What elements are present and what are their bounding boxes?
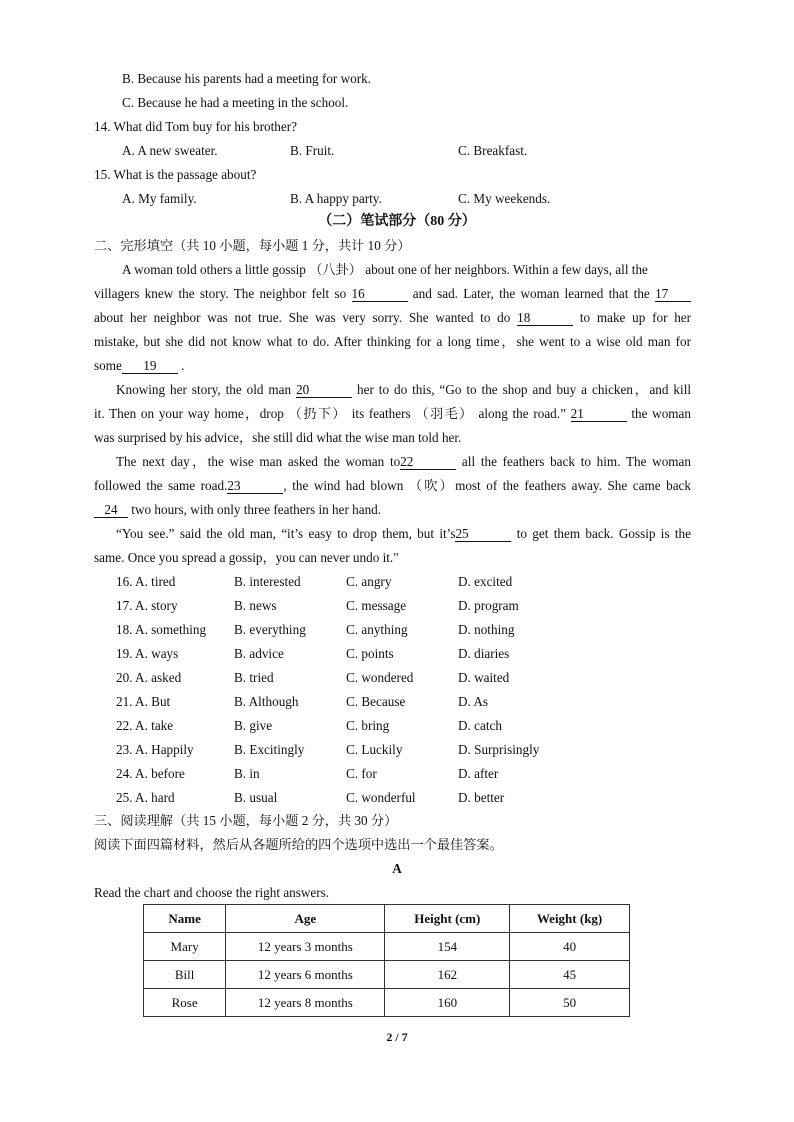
blank-16: 16 — [352, 286, 408, 302]
cloze-option-a: 25. A. hard — [116, 790, 175, 805]
table-header: Weight (kg) — [510, 905, 630, 933]
table-cell: 40 — [510, 933, 630, 961]
blank-18: 18 — [517, 310, 573, 326]
table-cell: Bill — [144, 961, 226, 989]
blank-22: 22 — [400, 454, 456, 470]
cloze-option-b: B. tried — [234, 670, 274, 685]
cloze-text: two hours, with only three feathers in her hand. — [131, 502, 382, 517]
cloze-option-d: D. after — [458, 766, 499, 781]
table-cell: 160 — [385, 989, 510, 1017]
cloze-p3-line1 — [116, 454, 691, 470]
table-cell: 162 — [385, 961, 510, 989]
blank-17: 17 — [655, 286, 691, 302]
cloze-option-b: B. interested — [234, 574, 301, 589]
cloze-option-a: 21. A. But — [116, 694, 171, 709]
cloze-option-c: C. angry — [346, 574, 392, 589]
cloze-p3-line3 — [94, 502, 381, 518]
q15-question: 15. What is the passage about? — [94, 167, 257, 182]
cloze-text: some — [94, 358, 122, 373]
blank-20: 20 — [296, 382, 352, 398]
cloze-text: the woman — [631, 406, 692, 421]
cloze-text: , the wind had blown （吹）most of the feathers away. She came back — [283, 478, 691, 493]
cloze-option-d: D. program — [458, 598, 519, 613]
table-cell: 12 years 8 months — [226, 989, 385, 1017]
student-data-table — [143, 904, 630, 1017]
blank-23: 23 — [227, 478, 283, 494]
blank-24: 24 — [94, 502, 128, 518]
reading-heading: 三、阅读理解（共 15 小题，每小题 2 分，共 30 分） — [94, 813, 398, 828]
table-cell: 45 — [510, 961, 630, 989]
table-row — [144, 933, 630, 961]
cloze-text: “You see.” said the old man, “it’s easy to drop them, but it’s — [116, 526, 456, 541]
table-header: Height (cm) — [385, 905, 510, 933]
q14-option-b: B. Fruit. — [290, 143, 335, 158]
cloze-option-a: 24. A. before — [116, 766, 185, 781]
cloze-text: all the feathers back to him. The woman — [461, 454, 692, 469]
cloze-option-a: 23. A. Happily — [116, 742, 194, 757]
cloze-text: villagers knew the story. The neighbor felt so — [94, 286, 347, 301]
cloze-heading: 二、完形填空（共 10 小题，每小题 1 分，共计 10 分） — [94, 238, 411, 253]
cloze-text: her to do this, “Go to the shop and buy a chicken，and kill — [357, 382, 692, 397]
table-cell: Mary — [144, 933, 226, 961]
table-header: Name — [144, 905, 226, 933]
written-part-title: （二）笔试部分（80 分） — [318, 214, 476, 229]
cloze-option-b: B. give — [234, 718, 273, 733]
cloze-option-a: 19. A. ways — [116, 646, 179, 661]
cloze-text: to get them back. Gossip is the — [516, 526, 691, 541]
cloze-option-d: D. Surprisingly — [458, 742, 540, 757]
cloze-option-b: B. Although — [234, 694, 299, 709]
cloze-option-c: C. for — [346, 766, 377, 781]
cloze-option-c: C. anything — [346, 622, 408, 637]
blank-21: 21 — [571, 406, 627, 422]
table-cell: 12 years 3 months — [226, 933, 385, 961]
cloze-option-c: C. message — [346, 598, 407, 613]
cloze-option-a: 17. A. story — [116, 598, 178, 613]
cloze-option-d: D. As — [458, 694, 489, 709]
cloze-option-d: D. catch — [458, 718, 502, 733]
cloze-p2-line1 — [116, 382, 691, 398]
table-cell: 154 — [385, 933, 510, 961]
cloze-p4-line1 — [116, 526, 691, 542]
q15-option-c: C. My weekends. — [458, 191, 551, 206]
cloze-option-c: C. points — [346, 646, 394, 661]
q13-option-c: C. Because he had a meeting in the school. — [122, 95, 349, 110]
table-row — [144, 989, 630, 1017]
cloze-option-b: B. usual — [234, 790, 278, 805]
cloze-p2-line3: was surprised by his advice，she still did what the wise man told her. — [94, 430, 462, 445]
cloze-text: it. Then on your way home，drop （扔下） its feathers （羽毛） along the road.” — [94, 406, 566, 421]
cloze-option-c: C. wondered — [346, 670, 414, 685]
cloze-option-a: 22. A. take — [116, 718, 174, 733]
cloze-text: The next day，the wise man asked the woman to — [116, 454, 401, 469]
section-a-label: A — [392, 861, 402, 876]
table-cell: Rose — [144, 989, 226, 1017]
cloze-text: followed the same road. — [94, 478, 228, 493]
cloze-p2-line2 — [94, 406, 691, 422]
cloze-p1-line3 — [94, 310, 691, 326]
cloze-option-b: B. everything — [234, 622, 306, 637]
table-cell: 50 — [510, 989, 630, 1017]
reading-instruction: 阅读下面四篇材料，然后从各题所给的四个选项中选出一个最佳答案。 — [94, 837, 503, 852]
blank-19: 19 — [122, 358, 178, 374]
blank-25: 25 — [455, 526, 511, 542]
table-header-row — [144, 905, 630, 933]
page-number: 2 / 7 — [386, 1030, 408, 1044]
cloze-p3-line2 — [94, 478, 691, 494]
cloze-option-d: D. better — [458, 790, 505, 805]
cloze-text: . — [181, 358, 185, 373]
cloze-text: to make up for her — [579, 310, 692, 325]
cloze-text: Knowing her story, the old man — [116, 382, 292, 397]
cloze-p1-line4 — [94, 334, 691, 350]
cloze-p1-line1: A woman told others a little gossip （八卦） about one of her neighbors. Within a few days, all the — [122, 262, 648, 277]
cloze-text: about her neighbor was not true. She was very sorry. She wanted to do — [94, 310, 511, 325]
chart-intro: Read the chart and choose the right answers. — [94, 885, 330, 900]
q14-question: 14. What did Tom buy for his brother? — [94, 119, 297, 134]
cloze-option-b: B. Excitingly — [234, 742, 305, 757]
q14-option-a: A. A new sweater. — [122, 143, 218, 158]
q15-option-b: B. A happy party. — [290, 191, 382, 206]
table-row — [144, 961, 630, 989]
cloze-option-c: C. bring — [346, 718, 390, 733]
cloze-option-a: 18. A. something — [116, 622, 207, 637]
cloze-text: mistake, but she did not know what to do. After thinking for a long time，she went to a wise old man for — [94, 334, 691, 349]
cloze-option-d: D. nothing — [458, 622, 515, 637]
cloze-option-b: B. in — [234, 766, 260, 781]
table-cell: 12 years 6 months — [226, 961, 385, 989]
q14-option-c: C. Breakfast. — [458, 143, 528, 158]
cloze-p4-line2: same. Once you spread a gossip，you can never undo it." — [94, 550, 399, 565]
cloze-option-a: 20. A. asked — [116, 670, 182, 685]
cloze-p1-line5 — [94, 358, 184, 374]
cloze-option-a: 16. A. tired — [116, 574, 176, 589]
q15-option-a: A. My family. — [122, 191, 197, 206]
cloze-text: and sad. Later, the woman learned that the — [412, 286, 650, 301]
cloze-option-c: C. Because — [346, 694, 406, 709]
q13-option-b: B. Because his parents had a meeting for work. — [122, 71, 372, 86]
cloze-option-b: B. advice — [234, 646, 284, 661]
cloze-option-c: C. wonderful — [346, 790, 416, 805]
cloze-option-d: D. diaries — [458, 646, 510, 661]
cloze-option-d: D. excited — [458, 574, 513, 589]
cloze-p1-line2 — [94, 286, 691, 302]
cloze-option-b: B. news — [234, 598, 277, 613]
cloze-option-c: C. Luckily — [346, 742, 403, 757]
cloze-option-d: D. waited — [458, 670, 510, 685]
table-header: Age — [226, 905, 385, 933]
